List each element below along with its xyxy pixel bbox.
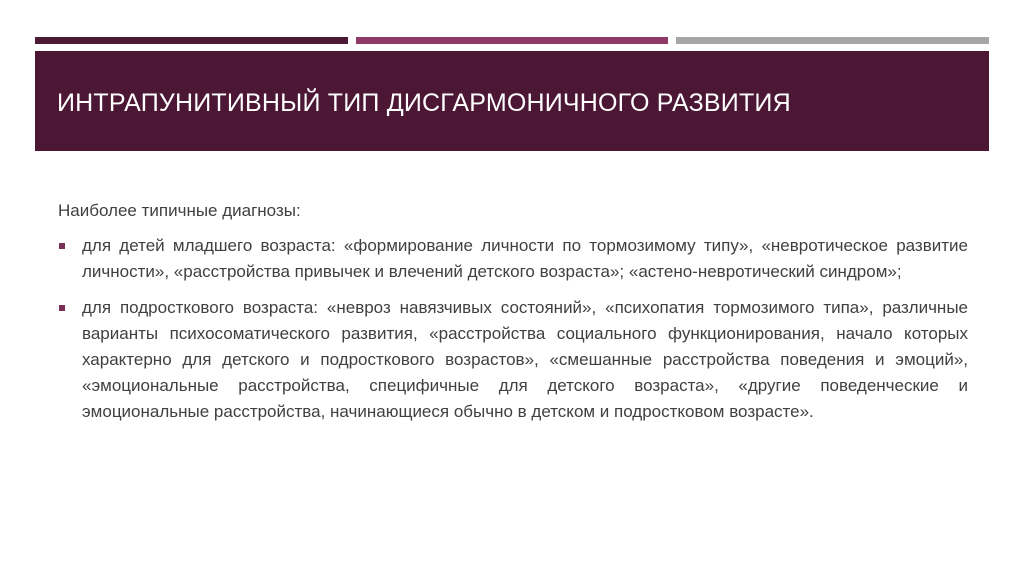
slide-content — [58, 198, 968, 435]
bullet-text: для детей младшего возраста: «формирование личности по тормозимому типу», «невротическое развитие личности», «расстройства привычек и влечений детского возраста»; «астено-невротический синдром»; — [82, 236, 968, 281]
decorative-bar-magenta — [356, 37, 668, 44]
bullet-text: для подросткового возраста: «невроз навязчивых состояний», «психопатия тормозимого типа», различные варианты психосоматического развития, «расстройства социального функционирования, начало которых характерно для детского и подросткового возрастов», «смешанные расстройства поведения и эмоций», «эмоциональные расстройства, специфичные для детского возраста», «другие поведенческие и эмоциональные расстройства, начинающиеся обычно в детском и подростковом возрасте». — [82, 298, 968, 421]
slide-title: ИНТРАПУНИТИВНЫЙ ТИП ДИСГАРМОНИЧНОГО РАЗВИТИЯ — [57, 88, 791, 117]
title-band — [35, 51, 989, 151]
bullet-item-young-children — [58, 233, 968, 285]
bullet-list — [58, 233, 968, 425]
intro-text: Наиболее типичные диагнозы: — [58, 201, 301, 220]
square-bullet-icon — [59, 243, 65, 249]
bullet-item-adolescents — [58, 295, 968, 425]
decorative-bar-gray — [676, 37, 989, 44]
square-bullet-icon — [59, 305, 65, 311]
decorative-bar-dark — [35, 37, 348, 44]
